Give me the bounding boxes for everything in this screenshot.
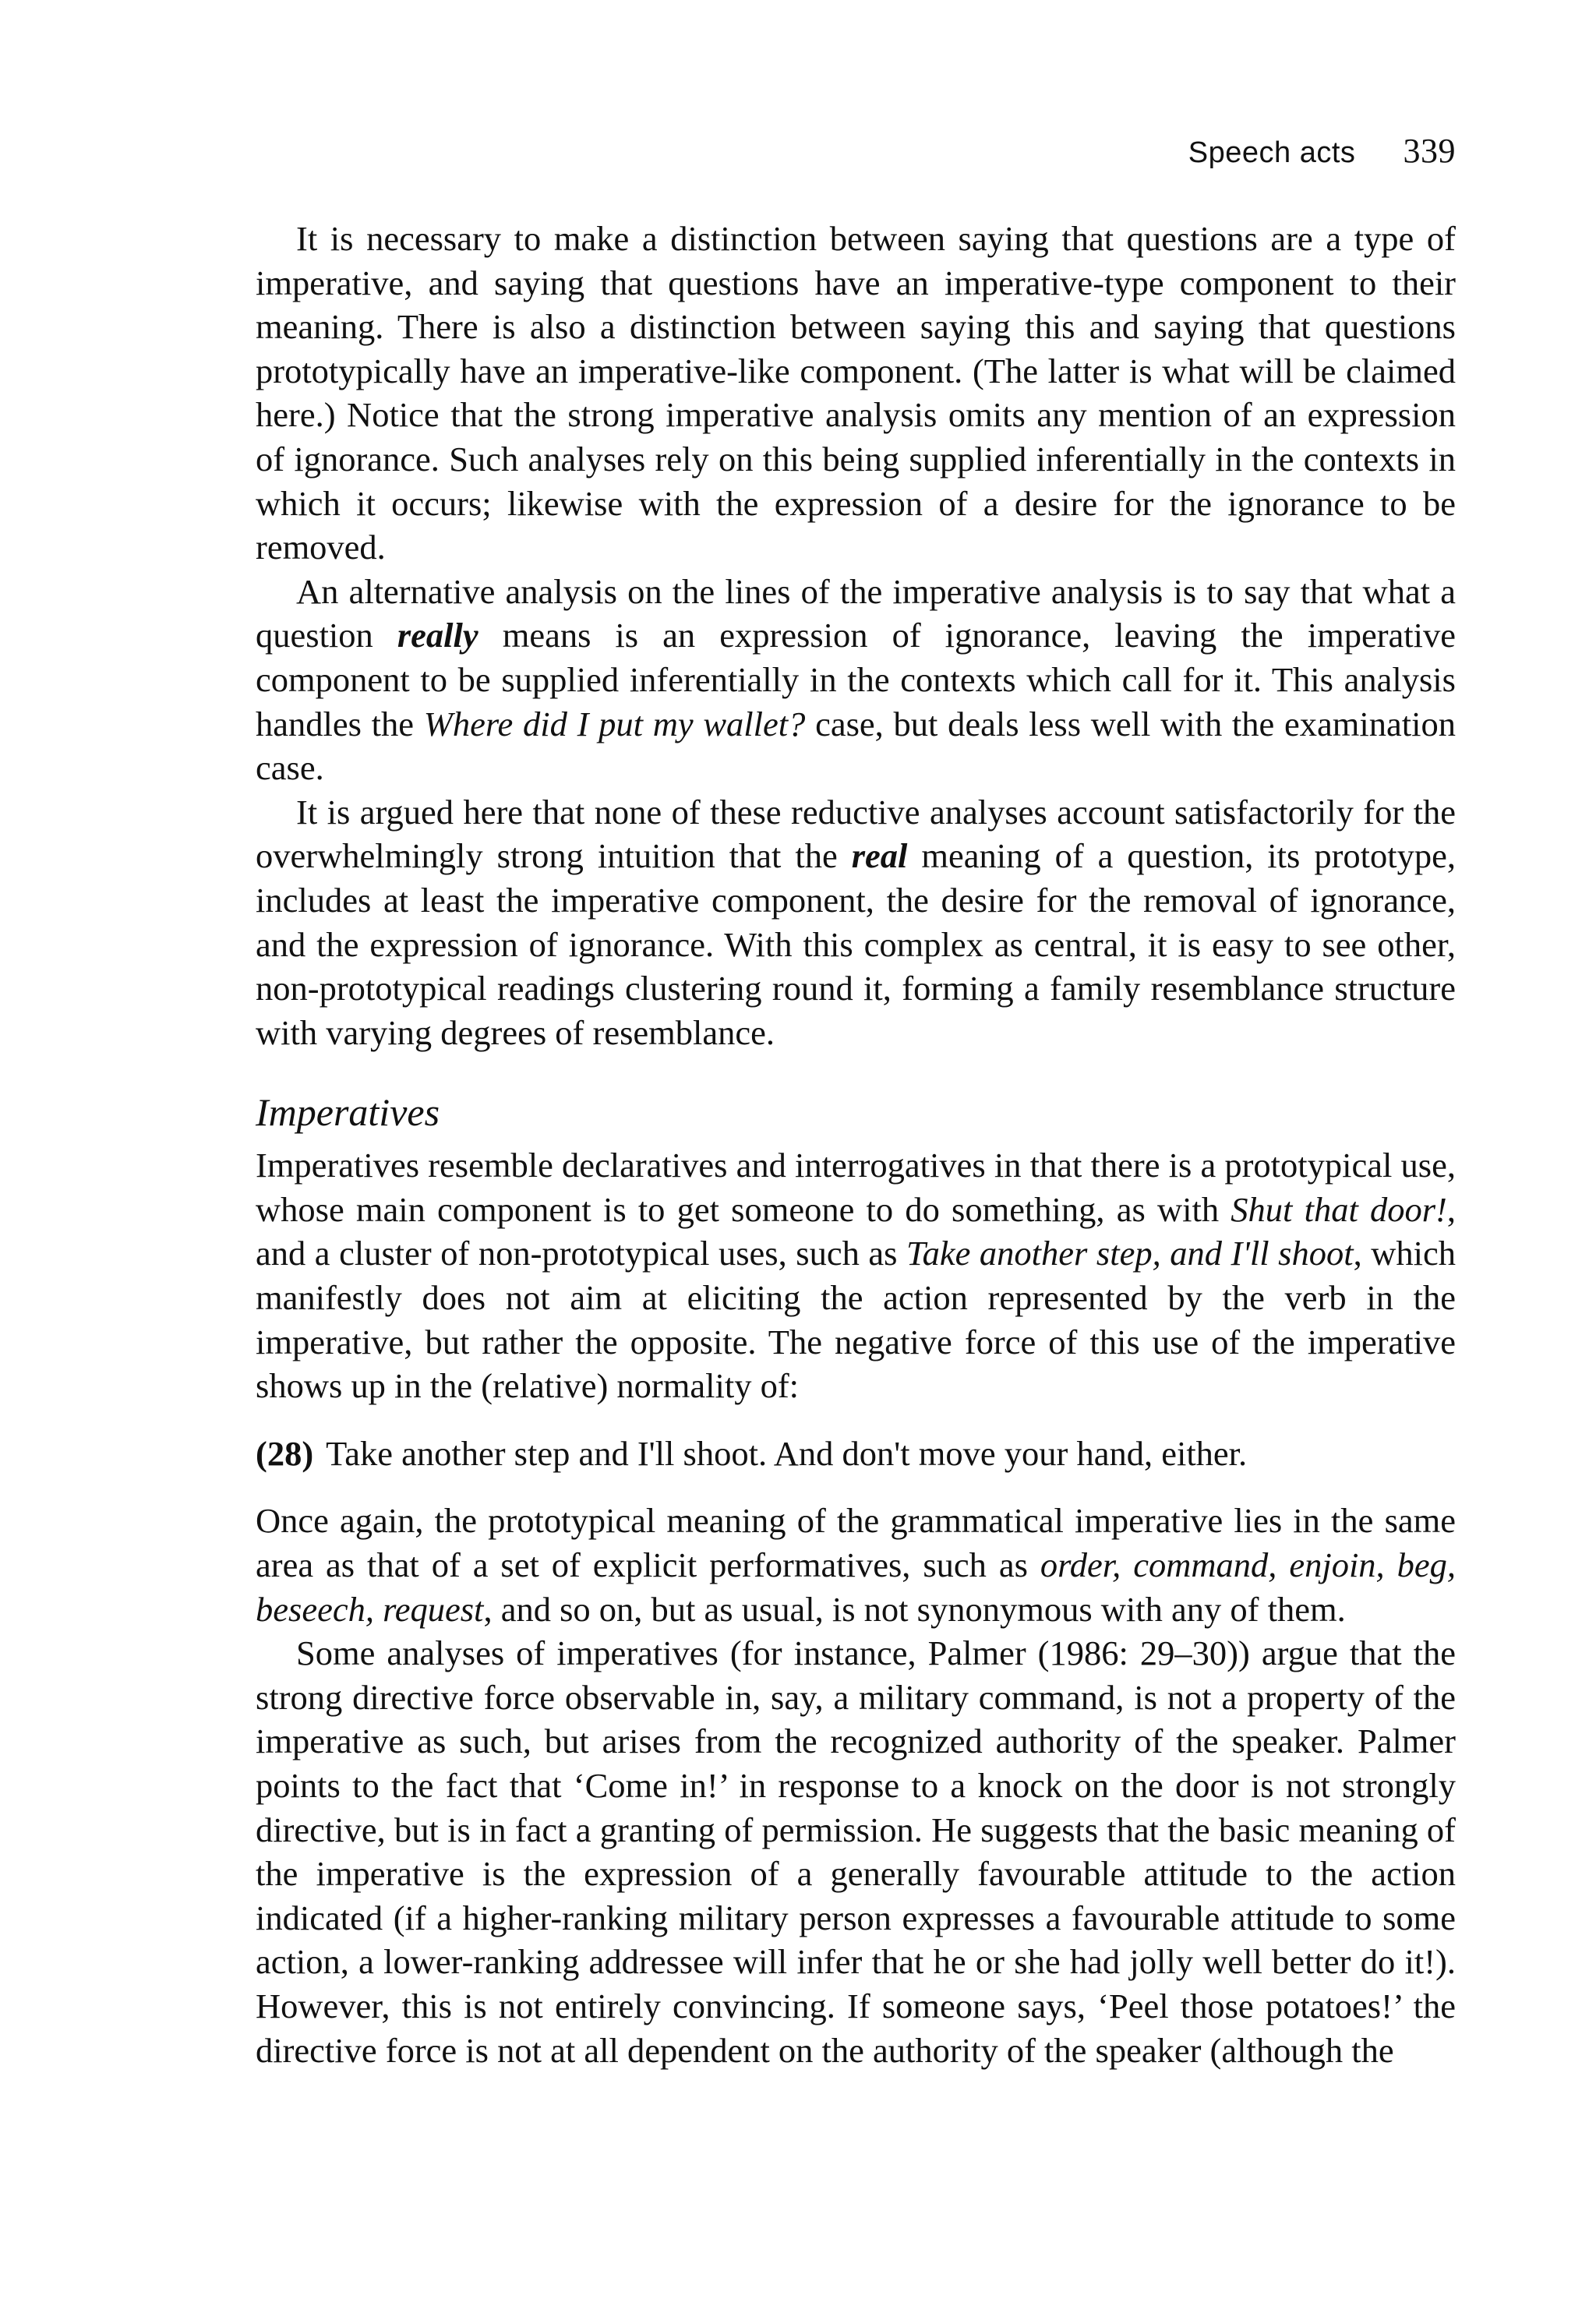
paragraph-4-text-b: , and a cluster of non-prototypical uses, such as xyxy=(256,1189,1456,1273)
emphasis-really: really xyxy=(397,616,478,655)
paragraph-2-text-a: An alternative analysis on the lines of the imperative analysis is to say that what a question xyxy=(256,571,1456,655)
paragraph-4-text-c: , which manifestly does not aim at eliciting the action represented by the verb in the imperative, but rather the opposite. The negative force of this use of the imperative shows up in the (relative) normality of: xyxy=(256,1234,1456,1406)
paragraph-4 xyxy=(256,1143,1456,1408)
paragraph-3-text-a: It is argued here that none of these reductive analyses account satisfactorily for the overwhelmingly strong intuition that the xyxy=(256,792,1456,876)
paragraph-1 xyxy=(256,217,1456,570)
example-shut-that-door: Shut that door! xyxy=(1231,1189,1447,1229)
body-text xyxy=(256,217,1456,2072)
example-28 xyxy=(256,1432,1456,1476)
paragraph-5-text-b: , and so on, but as usual, is not synonymous with any of them. xyxy=(483,1589,1346,1629)
paragraph-3 xyxy=(256,790,1456,1055)
paragraph-2 xyxy=(256,570,1456,790)
running-header-title: Speech acts xyxy=(1188,136,1356,169)
example-text: Take another step and I'll shoot. And don't move your hand, either. xyxy=(326,1433,1248,1473)
paragraph-3-text-b: meaning of a question, its prototype, includes at least the imperative component, the desire for the removal of ignorance, and the expression of ignorance. With this complex as central, it is easy to see other, non-prototypical readings clustering round it, forming a family resemblance structure with varying degrees of resemblance. xyxy=(256,836,1456,1052)
running-header xyxy=(1188,131,1456,171)
emphasis-real: real xyxy=(851,836,908,876)
paragraph-5-text-a: Once again, the prototypical meaning of the grammatical imperative lies in the same area as that of a set of explicit performatives, such as xyxy=(256,1501,1456,1585)
paragraph-6 xyxy=(256,1631,1456,2072)
page-number: 339 xyxy=(1403,132,1456,170)
performative-verbs-list: order, command, enjoin, beg, beseech, request xyxy=(256,1545,1457,1629)
paragraph-2-text-c: case, but deals less well with the examination case. xyxy=(256,704,1456,788)
paragraph-2-text-b: means is an expression of ignorance, leaving the imperative component to be supplied inferentially in the contexts which call for it. This analysis handles the xyxy=(256,616,1457,743)
example-wallet-question: Where did I put my wallet? xyxy=(423,704,806,743)
example-number: (28) xyxy=(256,1433,314,1473)
paragraph-4-text-a: Imperatives resemble declaratives and interrogatives in that there is a prototypical use, whose main component is to get someone to do something, as with xyxy=(256,1146,1456,1229)
section-heading-imperatives: Imperatives xyxy=(256,1090,440,1135)
paragraph-1-text: It is necessary to make a distinction between saying that questions are a type of imperative, and saying that questions have an imperative-type component to their meaning. There is also a distinction between saying this and saying that questions prototypically have an imperative-like component. (The latter is what will be claimed here.) Notice that the strong imperative analysis omits any mention of an expression of ignorance. Such analyses rely on this being supplied inferentially in the contexts in which it occurs; likewise with the expression of a desire for the ignorance to be removed. xyxy=(256,219,1456,567)
paragraph-5 xyxy=(256,1499,1456,1631)
paragraph-6-text: Some analyses of imperatives (for instance, Palmer (1986: 29–30)) argue that the strong directive force observable in, say, a military command, is not a property of the imperative as such, but arises from the recognized authority of the speaker. Palmer points to the fact that ‘Come in!’ in response to a knock on the door is not strongly directive, but is in fact a granting of permission. He suggests that the basic meaning of the imperative is the expression of a generally favourable attitude to the action indicated (if a higher-ranking military person expresses a favourable attitude to some action, a lower-ranking addressee will infer that he or she had jolly well better do it!). However, this is not entirely convincing. If someone says, ‘Peel those potatoes!’ the directive force is not at all dependent on the authority of the speaker (although the xyxy=(256,1633,1456,2070)
example-take-another-step: Take another step, and I'll shoot xyxy=(906,1234,1354,1273)
